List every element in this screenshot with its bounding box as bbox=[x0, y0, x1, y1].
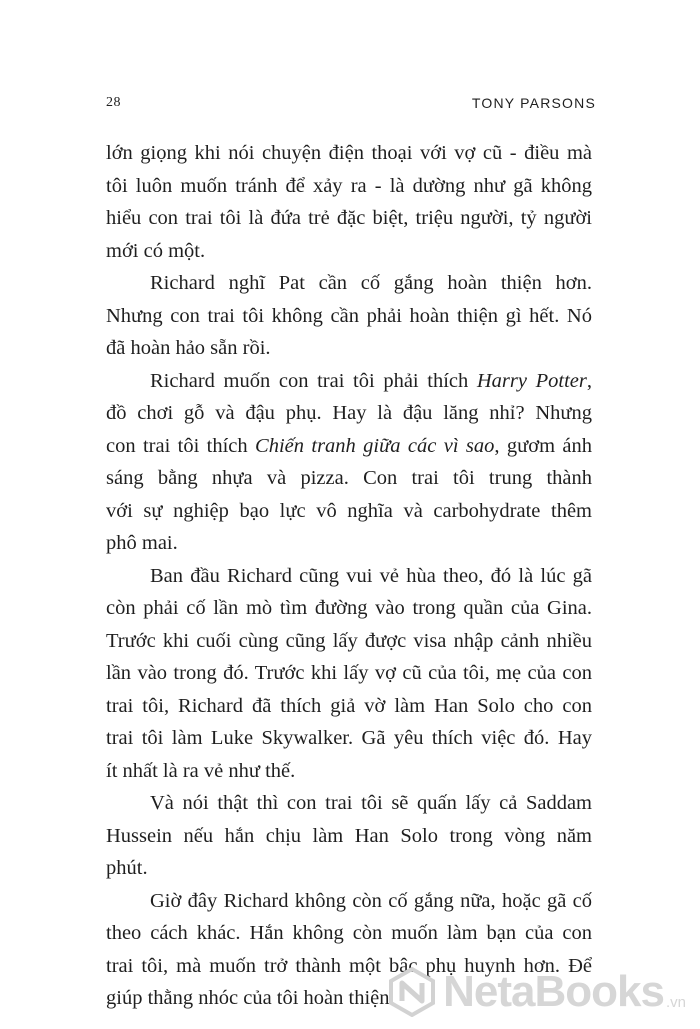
text-line: đồ chơi gỗ và đậu phụ. Hay là đậu lăng nhỉ? Nhưng bbox=[106, 402, 592, 424]
text-run: con trai tôi thích bbox=[106, 434, 256, 457]
text-line: trai tôi, Richard đã thích giả vờ làm Han Solo cho con bbox=[106, 694, 592, 717]
text-line: trai tôi làm Luke Skywalker. Gã yêu thích việc đó. Hay bbox=[106, 727, 592, 749]
text-line: theo cách khác. Hắn không còn muốn làm bạn của con bbox=[106, 922, 592, 944]
text-line: với sự nghiệp bạo lực vô nghĩa và carbohydrate thêm bbox=[106, 499, 592, 522]
watermark bbox=[387, 967, 686, 1017]
page-number: 28 bbox=[106, 95, 121, 110]
text-line: phút. bbox=[106, 857, 148, 879]
text-line: Hussein nếu hắn chịu làm Han Solo trong vòng năm bbox=[106, 824, 592, 847]
text-line: sáng bằng nhựa và pizza. Con trai tôi trung thành bbox=[106, 467, 592, 489]
text-line: giúp thằng nhóc của tôi hoàn thiện. bbox=[106, 987, 395, 1009]
text-line bbox=[106, 365, 592, 398]
watermark-name: NetaBooks bbox=[443, 967, 664, 1016]
text-line: hiểu con trai tôi là đứa trẻ đặc biệt, triệu người, tỷ người bbox=[106, 207, 592, 229]
text-line: trai tôi, mà muốn trở thành một bậc phụ huynh hơn. Để bbox=[106, 954, 592, 977]
text-line bbox=[106, 430, 592, 463]
text-line: Nhưng con trai tôi không cần phải hoàn thiện gì hết. Nó bbox=[106, 304, 592, 327]
text-line: Giờ đây Richard không còn cố gắng nữa, hoặc gã cố bbox=[150, 889, 592, 912]
text-run: , gươm ánh bbox=[494, 434, 592, 457]
italic-title: Harry Potter bbox=[476, 369, 587, 392]
text-line: phô mai. bbox=[106, 532, 178, 554]
text-line: còn phải cố lần mò tìm đường vào trong quần của Gina. bbox=[106, 597, 592, 619]
text-line: đã hoàn hảo sẵn rồi. bbox=[106, 337, 271, 359]
text-line: Richard nghĩ Pat cần cố gắng hoàn thiện hơn. bbox=[150, 272, 592, 294]
text-line: lần vào trong đó. Trước khi lấy vợ cũ của tôi, mẹ của con bbox=[106, 662, 592, 684]
text-line: mới có một. bbox=[106, 239, 206, 262]
italic-title: Chiến tranh giữa các vì sao bbox=[255, 434, 495, 457]
text-line: Và nói thật thì con trai tôi sẽ quấn lấy cả Saddam bbox=[150, 792, 592, 814]
text-line: lớn giọng khi nói chuyện điện thoại với vợ cũ - điều mà bbox=[106, 142, 592, 164]
text-line: tôi luôn muốn tránh để xảy ra - là dường như gã không bbox=[106, 174, 592, 197]
netabooks-logo-icon bbox=[387, 967, 437, 1017]
text-line: Ban đầu Richard cũng vui vẻ hùa theo, đó là lúc gã bbox=[150, 564, 592, 587]
running-header-author: TONY PARSONS bbox=[471, 95, 596, 111]
watermark-domain: .vn bbox=[665, 994, 686, 1011]
body-text bbox=[106, 137, 592, 1015]
text-line: ít nhất là ra vẻ như thế. bbox=[106, 759, 296, 782]
text-run: , bbox=[586, 369, 592, 392]
text-run: Richard muốn con trai tôi phải thích bbox=[150, 369, 477, 392]
text-line: Trước khi cuối cùng cũng lấy được visa nhập cảnh nhiều bbox=[106, 629, 592, 652]
